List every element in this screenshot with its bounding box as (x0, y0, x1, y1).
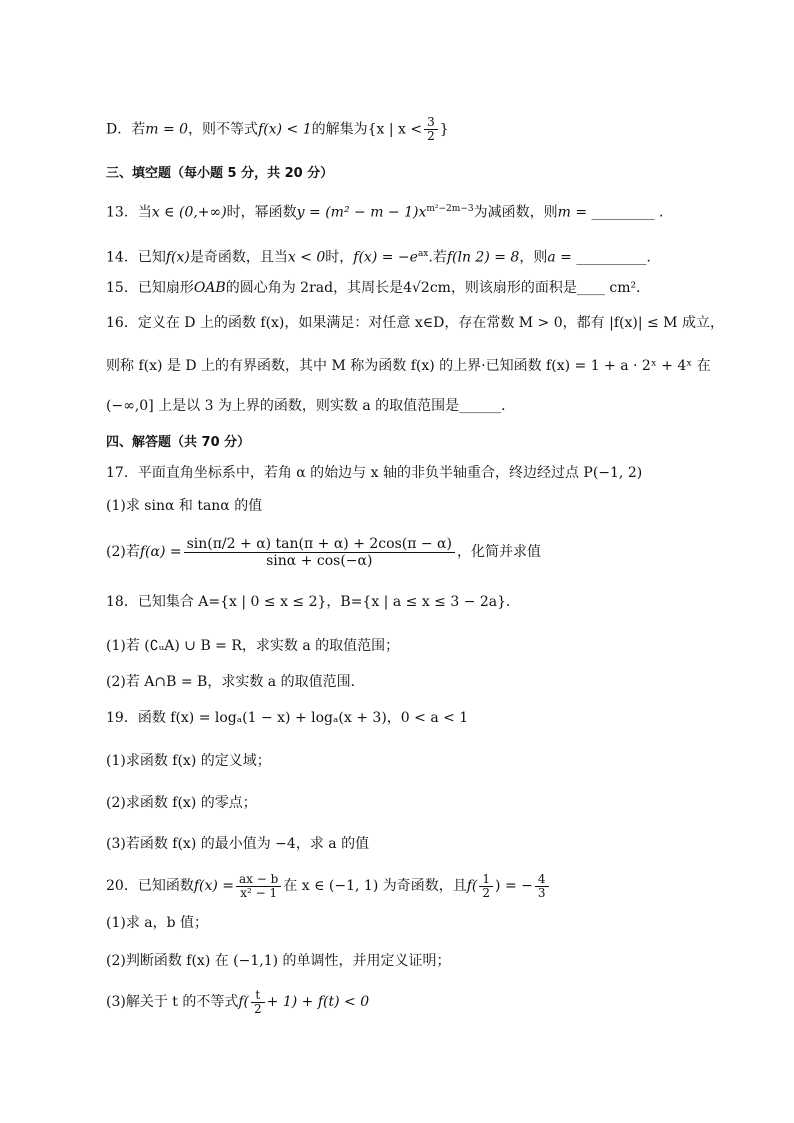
math: y = (m² − m − 1)x (296, 204, 427, 221)
numerator: 4 (535, 873, 549, 887)
text: ，则 (519, 249, 548, 266)
denominator: sinα + cos(−α) (266, 552, 373, 569)
math-inequality: f(x) < 1 (258, 121, 312, 138)
math-set: {x | x < (367, 121, 423, 138)
numerator: ax − b (236, 873, 281, 887)
question-19-part-1: (1)求函数 f(x) 的定义域； (106, 753, 271, 769)
text: 为减函数，则 (473, 204, 558, 221)
denominator: 3 (537, 885, 546, 900)
denominator: 2 (254, 1001, 262, 1016)
question-16-line-2: 则称 f(x) 是 D 上的有界函数，其中 M 称为函数 f(x) 的上界·已知函数 f(x) = 1 + a · 2ˣ + 4ˣ 在 (106, 358, 711, 374)
question-20-stem (106, 866, 551, 906)
math: f(α) = (139, 544, 182, 560)
question-16-line-1: 16．定义在 D 上的函数 f(x)，如果满足：对任意 x∈D，存在常数 M > 0，都有 |f(x)| ≤ M 成立， (106, 315, 724, 331)
question-20-part-3 (106, 984, 369, 1020)
fraction (479, 873, 493, 900)
numerator: 1 (479, 873, 493, 887)
question-17-part-1: (1)求 sinα 和 tanα 的值 (106, 498, 263, 514)
math: f(ln 2) = 8 (446, 249, 520, 266)
question-20-part-1: (1)求 a，b 值； (106, 915, 209, 931)
fraction (251, 989, 265, 1016)
question-17-part-2 (106, 530, 541, 574)
math: f(x) (165, 249, 190, 266)
question-16-line-3: (−∞,0] 上是以 3 为上界的函数，则实数 a 的取值范围是______． (106, 398, 516, 414)
math: x ∈ (0,+∞) (151, 204, 227, 221)
math: + 1) + f(t) < 0 (266, 994, 370, 1010)
question-18-part-2: (2)若 A∩B = B，求实数 a 的取值范围． (106, 674, 365, 690)
question-19-part-3: (3)若函数 f(x) 的最小值为 −4，求 a 的值 (106, 836, 370, 852)
text: 的解集为 (311, 121, 368, 138)
text: 20．已知函数 (106, 878, 194, 894)
numerator: 3 (424, 116, 438, 130)
text: ，则不等式 (188, 121, 259, 138)
section-4-title: 四、解答题（共 70 分） (106, 435, 251, 450)
text: 时，幂函数 (226, 204, 297, 221)
fraction (535, 873, 549, 900)
denominator: x² − 1 (240, 885, 278, 900)
math: f(x) = −e (353, 249, 418, 266)
text: 15．已知扇形 (106, 280, 194, 296)
fraction (236, 873, 281, 900)
exponent: ax (417, 249, 429, 259)
section-3-title: 三、填空题（每小题 5 分，共 20 分） (106, 166, 334, 181)
text: } (439, 121, 449, 138)
text: 的圆心角为 2rad，其周长是 (225, 280, 404, 296)
math: x < 0 (287, 249, 326, 266)
numerator: sin(π/2 + α) tan(π + α) + 2cos(π − α) (184, 536, 455, 553)
math: f( (238, 994, 250, 1010)
question-19-part-2: (2)求函数 f(x) 的零点； (106, 795, 257, 811)
question-14 (106, 244, 651, 268)
question-18-stem: 18．已知集合 A={x | 0 ≤ x ≤ 2}，B={x | a ≤ x ≤ 3 − 2a}． (106, 594, 521, 610)
text: ，则该扇形的面积是____ cm²． (450, 280, 651, 296)
fraction (424, 116, 438, 143)
denominator: 2 (482, 885, 491, 900)
text: 13．当 (106, 204, 152, 221)
answer-blank: m = _________ . (557, 204, 664, 221)
fraction (184, 536, 455, 569)
text: ，化简并求值 (456, 544, 541, 560)
text: 时， (325, 249, 354, 266)
text: 是奇函数，且当 (189, 249, 288, 266)
text: ) = − (495, 878, 533, 894)
question-13 (106, 199, 663, 223)
math: f(x) = (193, 878, 235, 894)
question-15 (106, 278, 650, 298)
option-d-label: D．若 (106, 121, 146, 138)
text: 14．已知 (106, 249, 166, 266)
math-m: m = 0 (145, 121, 189, 138)
question-20-part-2: (2)判断函数 f(x) 在 (−1,1) 的单调性，并用定义证明； (106, 953, 451, 969)
text: (3)解关于 t 的不等式 (106, 994, 239, 1010)
option-d (106, 116, 449, 143)
question-18-part-1: (1)若 (∁ᵤA) ∪ B = R，求实数 a 的取值范围； (106, 638, 400, 654)
math: OAB (193, 280, 226, 296)
text: 在 x ∈ (−1, 1) 为奇函数，且 (283, 878, 467, 894)
math: 4√2cm (403, 280, 451, 296)
exponent: m²−2m−3 (426, 204, 474, 214)
text: (2)若 (106, 544, 140, 560)
question-17-stem: 17．平面直角坐标系中，若角 α 的始边与 x 轴的非负半轴重合，终边经过点 P(−1, 2) (106, 465, 643, 481)
math: f( (466, 878, 478, 894)
text: .若 (428, 249, 447, 266)
denominator: 2 (427, 129, 435, 143)
question-19-stem: 19．函数 f(x) = logₐ(1 − x) + logₐ(x + 3)，0 < a < 1 (106, 710, 469, 726)
answer-blank: a = __________. (547, 249, 651, 266)
numerator: t (251, 989, 265, 1003)
